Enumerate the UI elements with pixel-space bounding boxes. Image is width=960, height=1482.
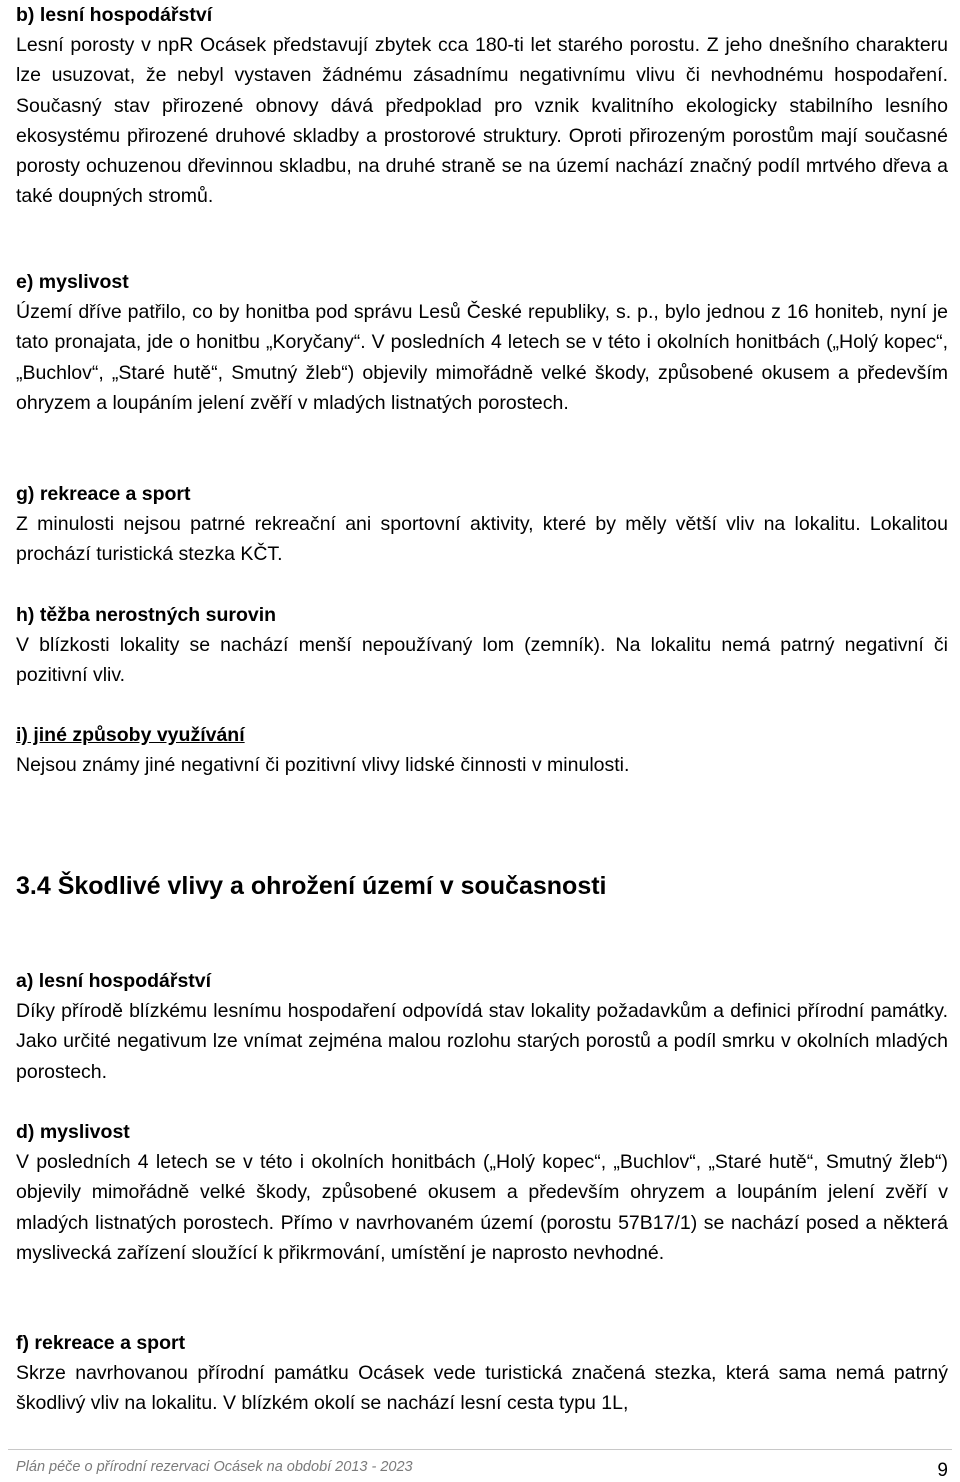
section-heading: e) myslivost [16, 271, 129, 293]
section-heading: b) lesní hospodářství [16, 4, 213, 26]
section-heading: i) jiné způsoby využívání [16, 724, 245, 746]
section-text: Lesní porosty v npR Ocásek představují zbytek cca 180-ti let starého porostu. Z jeho dnešního charakteru lze usuzovat, že nebyl vystaven žádnému zásadnímu negativnímu vlivu či nevhodnému hospodaření. Současný stav přirozené obnovy dává předpoklad pro vznik kvalitního ekologicky stabilního lesního ekosystému přirozené druhové skladby a prostorové struktury. Oproti přirozeným porostům mají současné porosty ochuzenou dřevinnou skladbu, na druhé straně se na území nachází značný podíl mrtvého dřeva a také doupných stromů. [16, 34, 948, 208]
section-hunting-current [16, 1117, 948, 1268]
section-heading: f) rekreace a sport [16, 1332, 186, 1354]
section-text: Z minulosti nejsou patrné rekreační ani sportovní aktivity, které by měly větší vliv na lokalitu. Lokalitou prochází turistická stezka KČT. [16, 513, 948, 566]
chapter-title: 3.4 Škodlivé vlivy a ohrožení území v současnosti [16, 872, 607, 900]
footer-divider [8, 1449, 952, 1450]
section-recreation [16, 479, 948, 570]
section-forestry-current [16, 966, 948, 1087]
section-text: V blízkosti lokality se nachází menší nepoužívaný lom (zemník). Na lokalitu nemá patrný negativní či pozitivní vliv. [16, 634, 948, 687]
page-number: 9 [937, 1460, 948, 1481]
footer-text: Plán péče o přírodní rezervaci Ocásek na období 2013 - 2023 [16, 1459, 413, 1475]
section-heading: d) myslivost [16, 1121, 130, 1143]
section-text: Nejsou známy jiné negativní či pozitivní vlivy lidské činnosti v minulosti. [16, 754, 630, 776]
section-heading: h) těžba nerostných surovin [16, 604, 277, 626]
section-text: Díky přírodě blízkému lesnímu hospodaření odpovídá stav lokality požadavkům a definici přírodní památky. Jako určité negativum lze vnímat zejména malou rozlohu starých porostů a podíl smrku v okolních mladých porostech. [16, 1000, 948, 1083]
section-heading: a) lesní hospodářství [16, 970, 212, 992]
section-recreation-current [16, 1328, 948, 1419]
section-hunting [16, 267, 948, 418]
section-other-uses [16, 720, 948, 780]
section-text: V posledních 4 letech se v této i okolních honitbách („Holý kopec“, „Buchlov“, „Staré hutě“, Smutný žleb“) objevily mimořádně velké škody, způsobené okusem a především ohryzem a loupáním jelení zvěří v mladých listnatých porostech. Přímo v navrhovaném území (porostu 57B17/1) se nachází posed a některá myslivecká zařízení sloužící k přikrmování, umístění je naprosto nevhodné. [16, 1151, 948, 1264]
chapter-heading [16, 870, 948, 902]
section-heading: g) rekreace a sport [16, 483, 191, 505]
section-text: Skrze navrhovanou přírodní památku Ocásek vede turistická značená stezka, která sama nemá patrný škodlivý vliv na lokalitu. V blízkém okolí se nachází lesní cesta typu 1L, [16, 1362, 948, 1415]
section-mining [16, 600, 948, 691]
section-forestry [16, 0, 948, 212]
section-text: Území dříve patřilo, co by honitba pod správu Lesů České republiky, s. p., bylo jednou z 16 honiteb, nyní je tato pronajata, jde o honitbu „Koryčany“. V posledních 4 letech se v této i okolních honitbách („Holý kopec“, „Buchlov“, „Staré hutě“, Smutný žleb“) objevily mimořádně velké škody, způsobené okusem a především ohryzem a loupáním jelení zvěří v mladých listnatých porostech. [16, 301, 948, 414]
